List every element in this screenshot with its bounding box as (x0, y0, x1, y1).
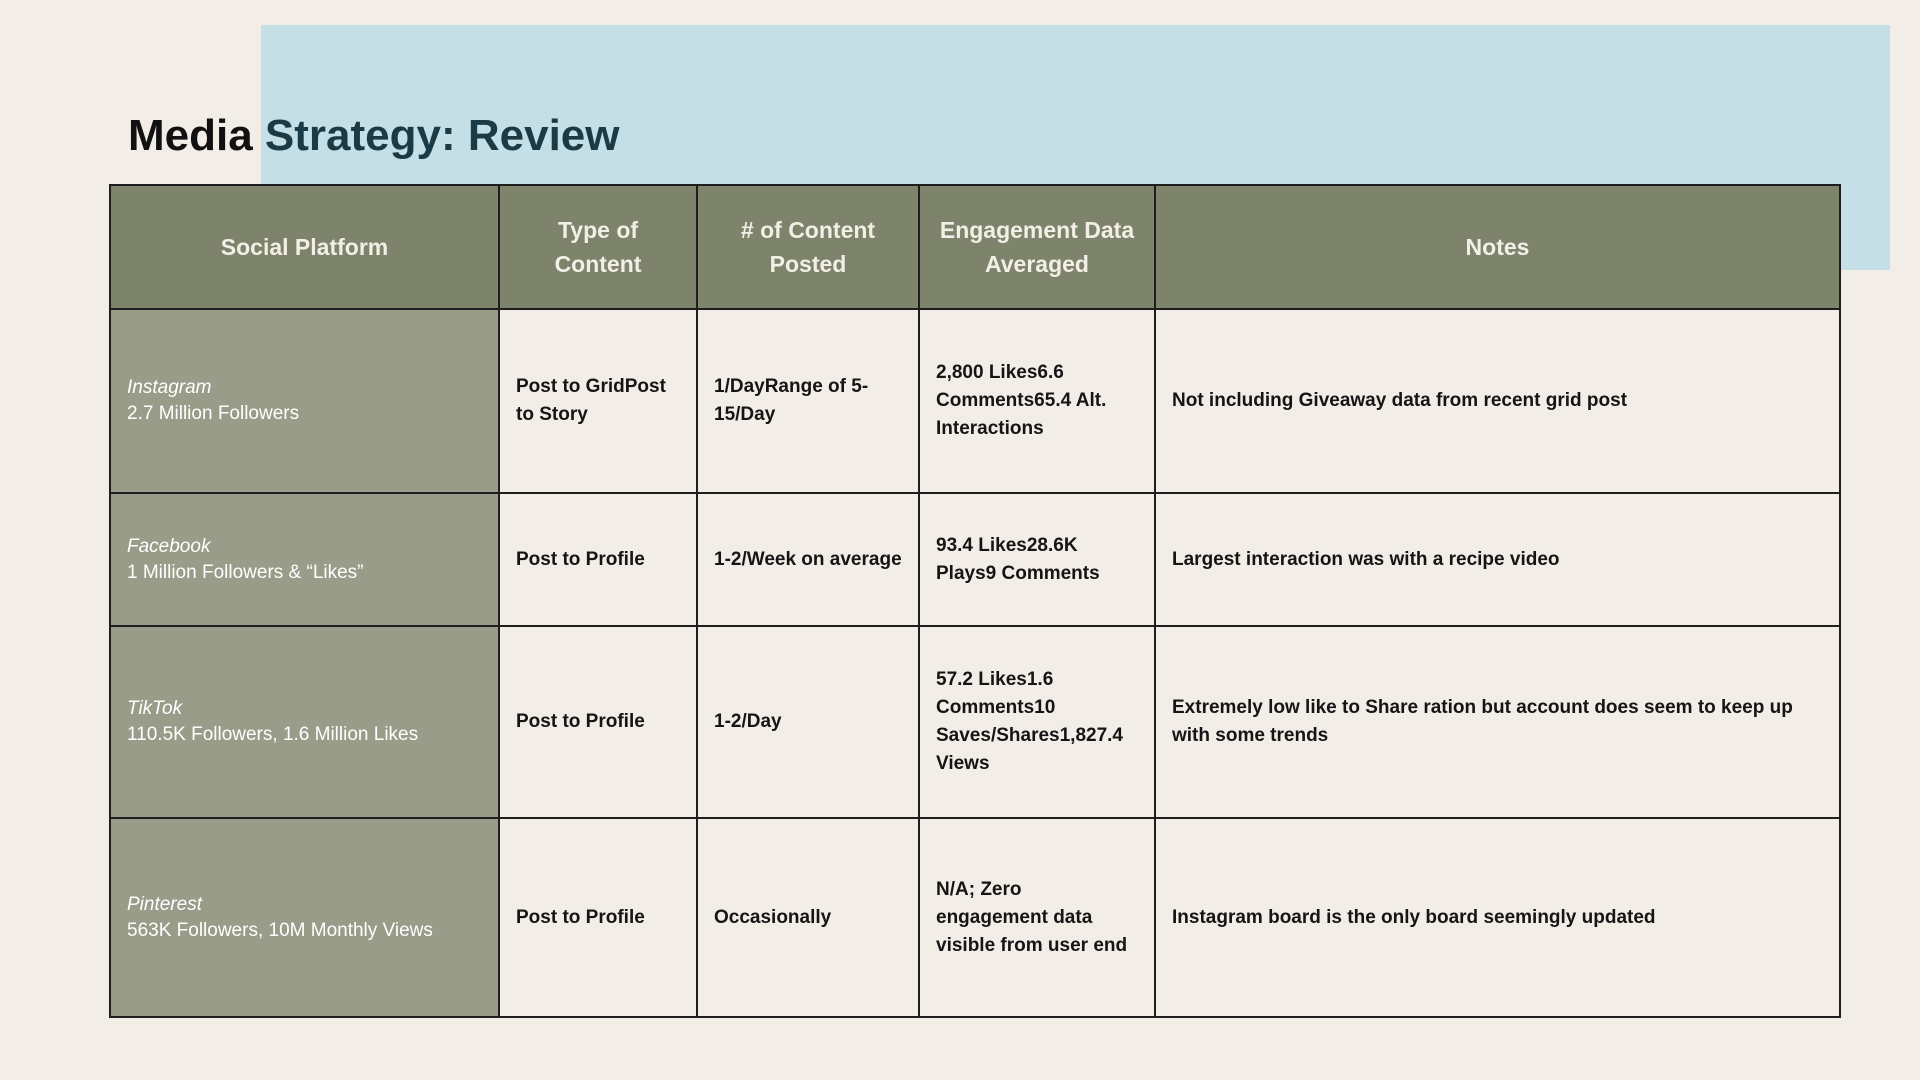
notes-cell: Extremely low like to Share ration but account does seem to keep up with some trends (1155, 626, 1840, 818)
content-posted-cell: 1/DayRange of 5-15/Day (697, 309, 919, 493)
content-posted-cell: 1-2/Week on average (697, 493, 919, 626)
content-type-cell: Post to Profile (499, 493, 697, 626)
platform-name: Pinterest (127, 893, 202, 915)
platform-name: TikTok (127, 698, 183, 719)
table-row (110, 818, 1840, 1017)
content-type-cell: Post to Profile (499, 818, 697, 1017)
platform-stats: 2.7 Million Followers (127, 403, 300, 424)
table-row (110, 493, 1840, 626)
platform-name: Instagram (127, 377, 212, 398)
platform-stats: 563K Followers, 10M Monthly Views (127, 919, 433, 941)
header-engagement-data: Engagement Data Averaged (919, 185, 1155, 309)
notes-cell: Largest interaction was with a recipe video (1155, 493, 1840, 626)
platform-cell (110, 493, 499, 626)
header-social-platform: Social Platform (110, 185, 499, 309)
platform-name: Facebook (127, 535, 211, 557)
header-type-of-content: Type of Content (499, 185, 697, 309)
platform-cell (110, 818, 499, 1017)
platform-cell (110, 626, 499, 818)
table-header-row (110, 185, 1840, 309)
slide-title (128, 108, 620, 164)
review-table (109, 184, 1841, 1018)
engagement-cell: 2,800 Likes6.6 Comments65.4 Alt. Interactions (919, 309, 1155, 493)
content-posted-cell: Occasionally (697, 818, 919, 1017)
slide-title-part1: Media (128, 111, 265, 160)
platform-stats: 110.5K Followers, 1.6 Million Likes (127, 724, 419, 745)
engagement-cell: 93.4 Likes28.6K Plays9 Comments (919, 493, 1155, 626)
slide-title-part2: Strategy: Review (264, 111, 620, 160)
platform-cell (110, 309, 499, 493)
content-type-cell: Post to Profile (499, 626, 697, 818)
engagement-cell: 57.2 Likes1.6 Comments10 Saves/Shares1,827.4 Views (919, 626, 1155, 818)
notes-cell: Not including Giveaway data from recent grid post (1155, 309, 1840, 493)
table-row (110, 309, 1840, 493)
content-type-cell: Post to GridPost to Story (499, 309, 697, 493)
engagement-cell: N/A; Zero engagement data visible from user end (919, 818, 1155, 1017)
notes-cell: Instagram board is the only board seemingly updated (1155, 818, 1840, 1017)
header-notes: Notes (1155, 185, 1840, 309)
header-content-posted: # of Content Posted (697, 185, 919, 309)
table-row (110, 626, 1840, 818)
content-posted-cell: 1-2/Day (697, 626, 919, 818)
platform-stats: 1 Million Followers & “Likes” (127, 561, 364, 583)
